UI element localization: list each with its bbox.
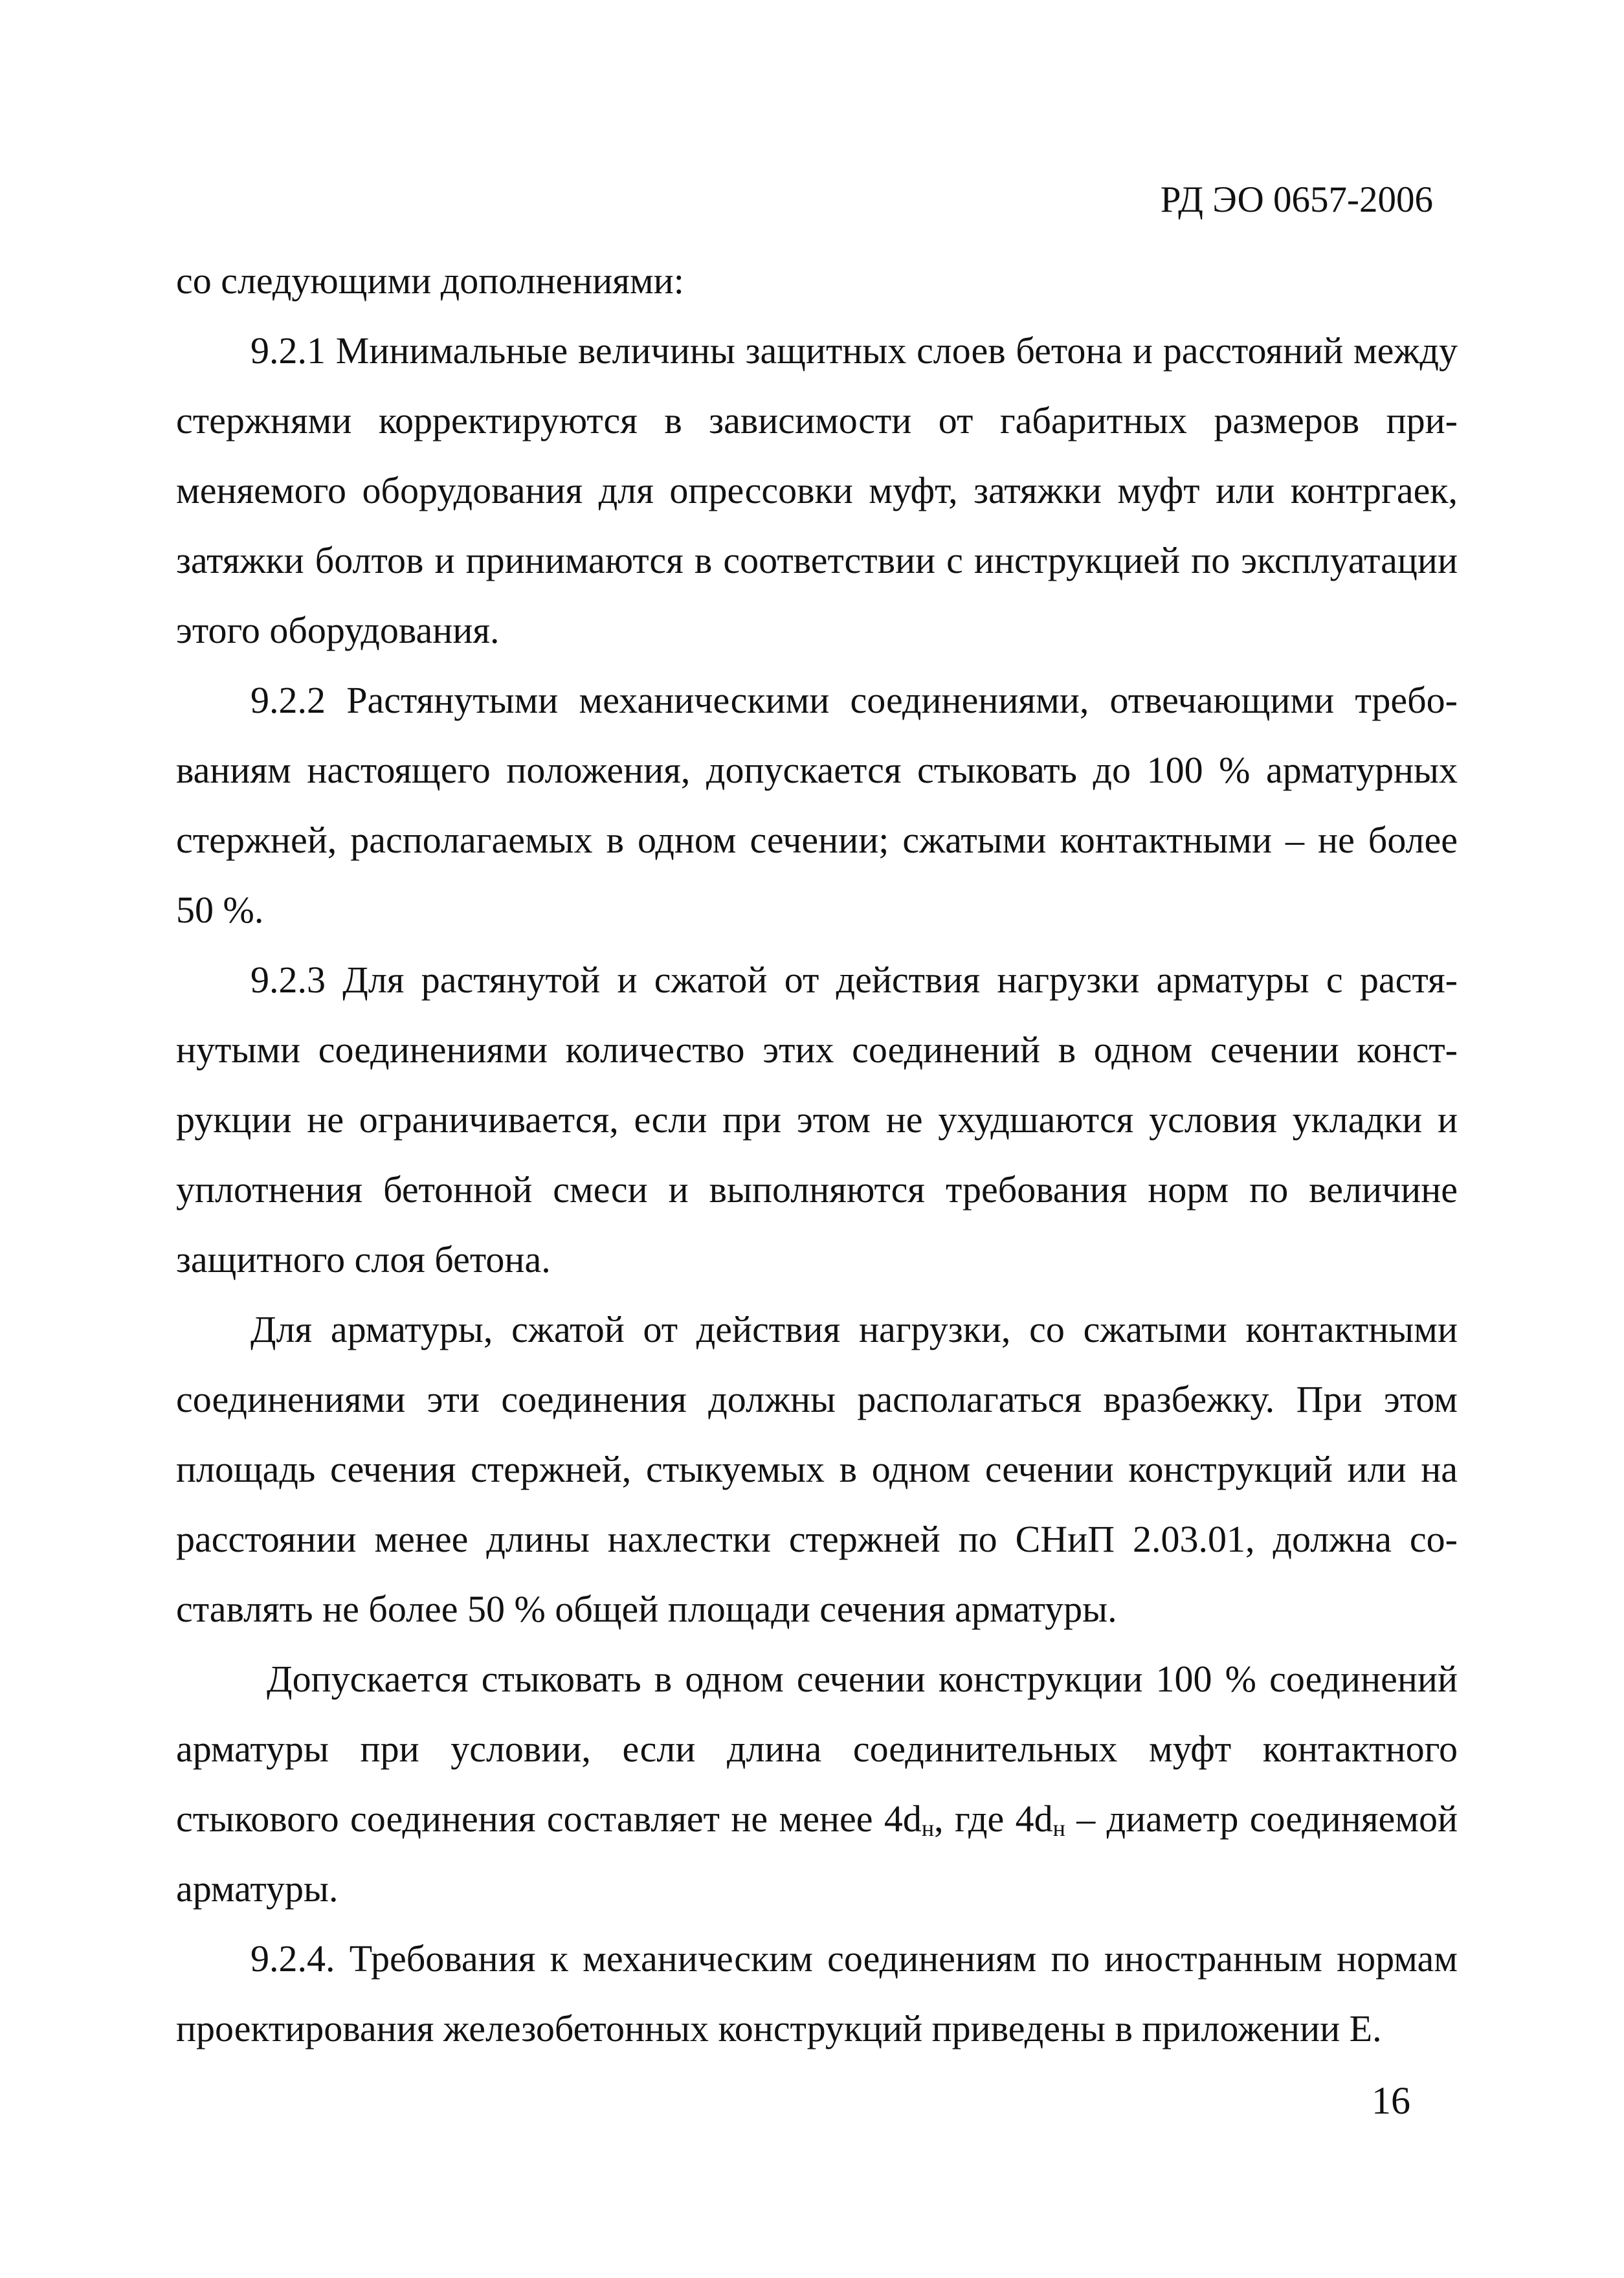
document-code: РД ЭО 0657-2006 bbox=[1160, 179, 1433, 220]
paragraph-full-splice-text-2: , где 4d bbox=[934, 1798, 1053, 1840]
paragraph-full-splice bbox=[176, 1644, 1458, 1924]
page-number: 16 bbox=[1372, 2079, 1410, 2122]
paragraph-intro: со следующими дополнениями: bbox=[176, 260, 684, 302]
paragraph-9-2-4: 9.2.4. Требования к механическим соединениям по иностранным нормам проектирования железобетонных конструкций приведены в приложении Е. bbox=[176, 1937, 1458, 2049]
paragraph-9-2-3: 9.2.3 Для растянутой и сжатой от действия нагрузки арматуры с растянутыми соединениями количество этих соединений в одном сечении конструкции не ограничивается, если при этом не ухудшаются условия укладки и уплотнения бетонной смеси и выполняются требования норм по величине защитного слоя бетона. bbox=[176, 959, 1458, 1280]
paragraph-compressed-joints: Для арматуры, сжатой от действия нагрузки, со сжатыми контактными соединениями эти соединения должны располагаться вразбежку. При этом площадь сечения стержней, стыкуемых в одном сечении конструкций или на расстоянии менее длины нахлестки стержней по СНиП 2.03.01, должна составлять не более 50 % общей площади сечения арматуры. bbox=[176, 1308, 1458, 1630]
subscript-n-2: н bbox=[1052, 1815, 1065, 1842]
body-text bbox=[176, 246, 1458, 2064]
paragraph-9-2-1: 9.2.1 Минимальные величины защитных слоев бетона и расстояний между стержнями корректируются в зависимости от габаритных размеров применяемого оборудования для опрессовки муфт, затяжки муфт или контргаек, затяжки болтов и принимаются в соответствии с инструкцией по эксплуатации этого оборудования. bbox=[176, 329, 1458, 651]
paragraph-full-splice-text-1: Допускается стыковать в одном сечении конструкции 100 % соединений арматуры при условии, если длина соединительных муфт контактного стыкового соединения составляет не менее 4d bbox=[176, 1658, 1458, 1840]
paragraph-full-splice-text-3: – диаметр соединяемой арматуры. bbox=[176, 1798, 1458, 1910]
paragraph-9-2-2: 9.2.2 Растянутыми механическими соединениями, отвечающими требованиям настоящего положения, допускается стыковать до 100 % арматурных стержней, располагаемых в одном сечении; сжатыми контактными – не более 50 %. bbox=[176, 679, 1458, 931]
subscript-n-1: н bbox=[921, 1815, 935, 1842]
